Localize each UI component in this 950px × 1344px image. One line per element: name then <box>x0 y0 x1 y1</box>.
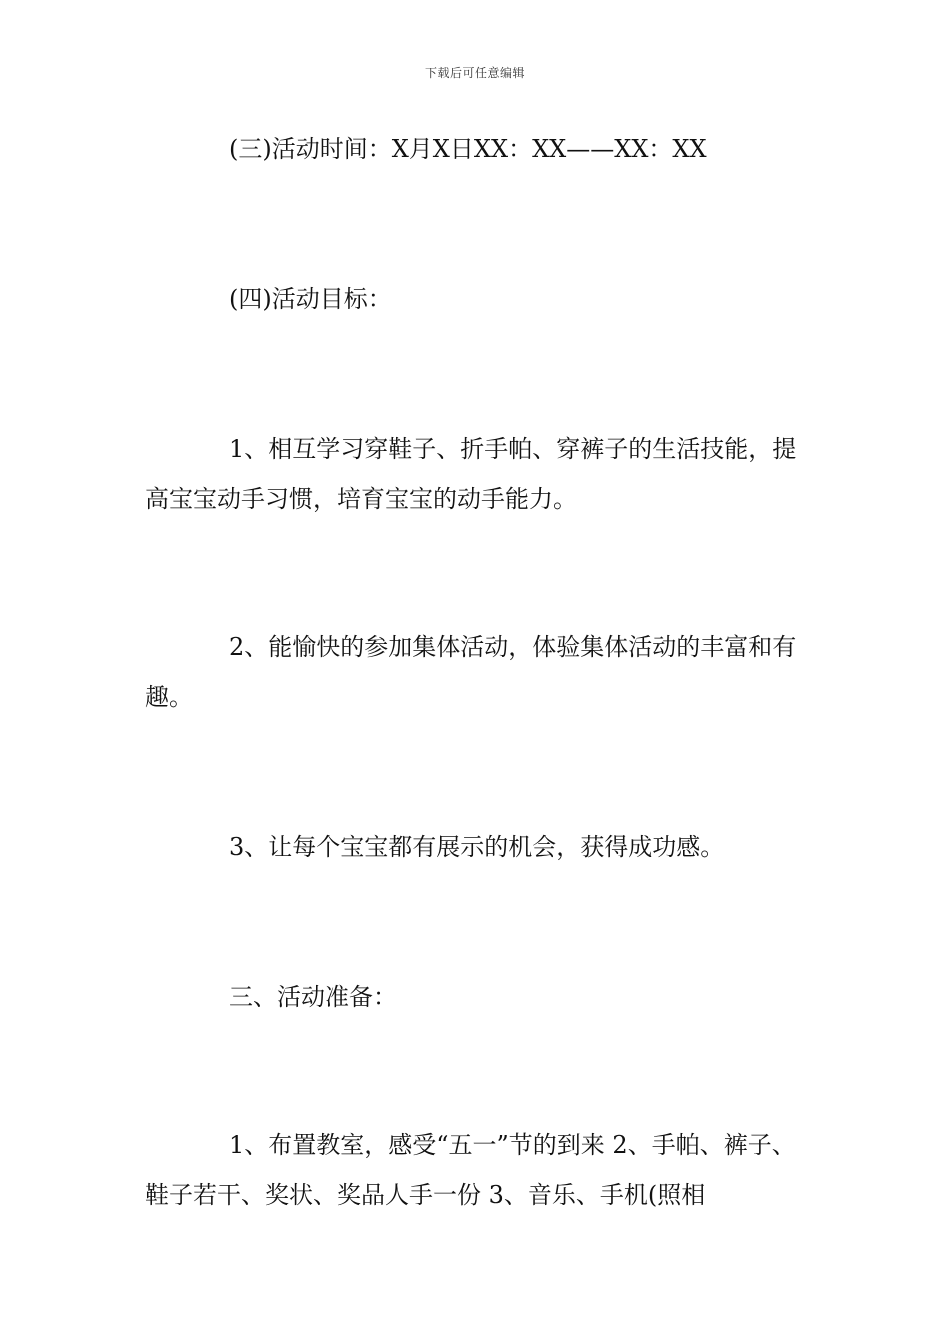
paragraph-activity-time: (三)活动时间：X月X日XX：XX——XX：XX <box>229 135 707 163</box>
paragraph-goal-2: 2、能愉快的参加集体活动，体验集体活动的丰富和有趣。 <box>145 633 797 711</box>
paragraph-preparation-heading: 三、活动准备： <box>229 983 397 1011</box>
paragraph-goal-3: 3、让每个宝宝都有展示的机会，获得成功感。 <box>229 833 725 861</box>
paragraph-activity-goals-heading: (四)活动目标： <box>229 285 392 313</box>
paragraph-goal-1: 1、相互学习穿鞋子、折手帕、穿裤子的生活技能，提高宝宝动手习惯，培育宝宝的动手能力。 <box>145 435 797 513</box>
page-header: 下载后可任意编辑 <box>424 66 525 80</box>
paragraph-preparation-items: 1、布置教室，感受“五一”节的到来 2、手帕、裤子、鞋子若干、奖状、奖品人手一份 3、音乐、手机(照相 <box>145 1131 796 1209</box>
